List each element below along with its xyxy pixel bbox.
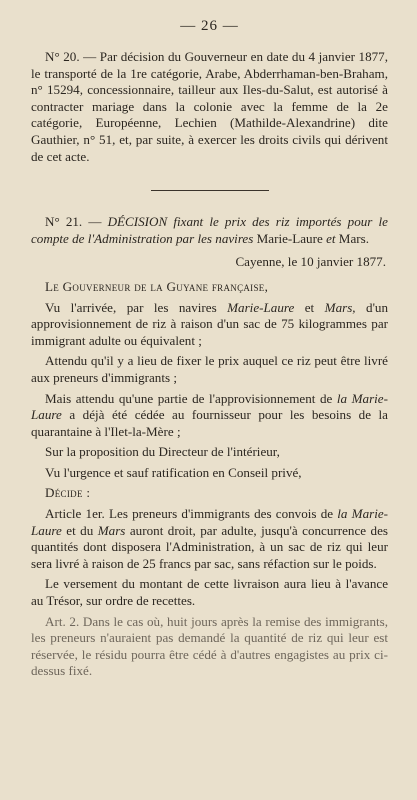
article-1 bbox=[31, 506, 388, 572]
item-21-et: et bbox=[326, 230, 336, 246]
item-21-title: fixant le prix des riz importés pour le compte de l'Administration par les navires bbox=[31, 214, 388, 246]
urgence-line: Vu l'urgence et sauf ratification en Conseil privé, bbox=[45, 464, 302, 480]
decision-date: Cayenne, le 10 janvier 1877. bbox=[235, 254, 386, 270]
article-2: Art. 2. Dans le cas où, huit jours après la remise des immigrants, les preneurs n'auraient pas demandé la quantité de riz qui leur est réservée, le résidu pourra être cédé à d'autres engagistes au prix ci-dessus fixé. bbox=[31, 613, 388, 679]
considerant-arrivee bbox=[31, 300, 388, 350]
article-1-ship-2: Mars bbox=[97, 522, 126, 538]
ship-marie-laure: Marie-Laure bbox=[227, 299, 295, 315]
article-1-text-b: auront droit, par adulte, jusqu'à concurrence des quantités dont disposera l'Administration, à un sac de riz qui leur sera livré à raison de 25 francs par sac, sans réfaction sur le poids. bbox=[31, 522, 389, 571]
item-20-text: — Par décision du Gouverneur en date du 4 janvier 1877, le transporté de la 1re catégorie, Arabe, Abderrhaman-ben-Braham, n° 15294, concessionnaire, tailleur aux Iles-du-Salut, est autorisé à contracter mariage dans la colonie avec la femme de la 2e catégorie, Européenne, Lechien (Mathilde-Alexandrine) dite Gauthier, n° 51, et, par suite, à exercer les droits civils qui dérivent de cet acte. bbox=[31, 49, 388, 164]
section-divider bbox=[151, 190, 269, 191]
item-20-label: N° 20. bbox=[45, 49, 80, 64]
item-20-paragraph bbox=[31, 49, 388, 165]
item-21-label: N° 21. bbox=[45, 214, 83, 230]
considerant-arrivee-et: et bbox=[304, 299, 315, 315]
governor-line: Le Gouverneur de la Guyane française, bbox=[45, 278, 269, 294]
article-1-ship-1: la Marie-Laure bbox=[31, 506, 389, 538]
item-21-heading bbox=[31, 214, 388, 247]
item-21-ship-1: Marie-Laure bbox=[256, 230, 323, 246]
page-number: — 26 — bbox=[180, 18, 239, 34]
item-21-ship-2: Mars. bbox=[338, 230, 369, 246]
considerant-arrivee-text-b: d'un approvisionnement de riz à raison d'un sac de 75 kilogrammes par immigrant adulte ou équivalent ; bbox=[31, 299, 389, 348]
item-21-dash: — bbox=[88, 214, 102, 230]
proposition-line: Sur la proposition du Directeur de l'intérieur, bbox=[45, 444, 280, 460]
considerant-quarantaine-text-a: Mais attendu qu'une partie de l'approvisionnement de bbox=[45, 390, 333, 406]
ship-mars: Mars, bbox=[324, 299, 356, 315]
article-1-text-a: Les preneurs d'immigrants des convois de bbox=[109, 506, 334, 522]
decide-line: Décide : bbox=[45, 485, 91, 501]
versement-paragraph: Le versement du montant de cette livraison aura lieu à l'avance au Trésor, sur ordre de recettes. bbox=[31, 576, 388, 609]
considerant-quarantaine-text-b: a déjà été cédée au fournisseur pour les besoins de la quarantaine à l'Ilet-la-Mère ; bbox=[31, 407, 388, 439]
considerant-prix: Attendu qu'il y a lieu de fixer le prix auquel ce riz peut être livré aux preneurs d'immigrants ; bbox=[31, 353, 388, 385]
considerant-arrivee-text-a: Vu l'arrivée, par les navires bbox=[45, 299, 217, 315]
considerant-quarantaine bbox=[31, 391, 388, 441]
article-1-label: Article 1er. bbox=[45, 506, 105, 522]
item-21-decision-word: DÉCISION bbox=[107, 214, 168, 230]
ship-marie-laure-2: la Marie-Laure bbox=[31, 390, 388, 423]
article-1-et: et du bbox=[66, 522, 94, 538]
